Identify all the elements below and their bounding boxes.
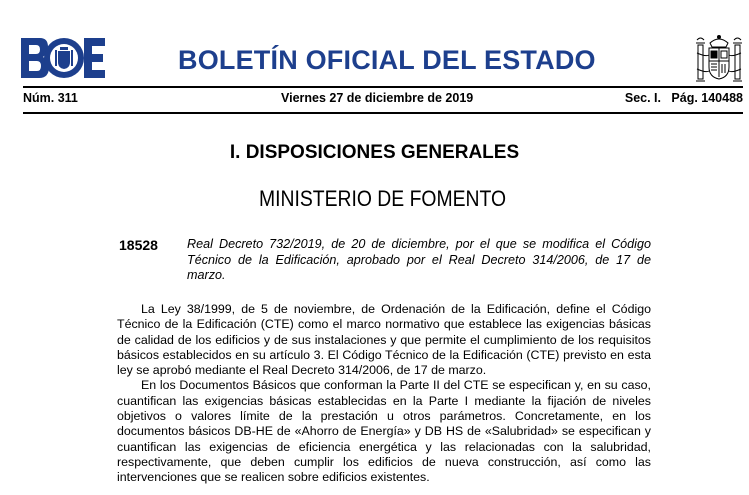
issue-meta bbox=[23, 91, 743, 109]
boe-logo bbox=[21, 38, 105, 78]
section-page: Sec. I. Pág. 140488 bbox=[624, 91, 743, 105]
disposition-title: Real Decreto 732/2019, de 20 de diciembre, por el que se modifica el Código Técnico de la Edificación, aprobado por el Real Decreto 314/2006, de 17 de marzo. bbox=[187, 237, 651, 282]
issue-number: Núm. 311 bbox=[23, 91, 78, 105]
issue-date: Viernes 27 de diciembre de 2019 bbox=[281, 91, 474, 105]
masthead-title: BOLETÍN OFICIAL DEL ESTADO bbox=[178, 45, 596, 75]
body-text bbox=[117, 302, 651, 486]
disposition-number: 18528 bbox=[119, 237, 158, 253]
ministry-title: MINISTERIO DE FOMENTO bbox=[258, 186, 507, 211]
header-rule-bottom bbox=[23, 112, 743, 114]
section-title: I. DISPOSICIONES GENERALES bbox=[229, 142, 520, 163]
paragraph: En los Documentos Básicos que conforman la Parte II del CTE se especifican y, en su caso, cuantifican las exigencias básicas establecidas en la Parte I mediante la fijación de niveles objetivos o valores límite de la prestación u otros parámetros. Concretamente, en los documentos básicos DB-HE de «Ahorro de Energía» y DB HS de «Salubridad» se especifican y cuantifican las exigencias de eficiencia energética y las relacionadas con la salubridad, respectivamente, que deben cumplir los edificios de nueva construcción, así como las intervenciones que se realicen sobre edificios existentes. bbox=[117, 378, 651, 485]
coat-of-arms-icon bbox=[694, 33, 744, 88]
header-rule-top bbox=[23, 86, 743, 88]
paragraph: La Ley 38/1999, de 5 de noviembre, de Ordenación de la Edificación, define el Código Técnico de la Edificación (CTE) como el marco normativo que establece las exigencias básicas de calidad de los edificios y de sus instalaciones y que permite el cumplimiento de los requisitos básicos establecidos en su artículo 3. El Código Técnico de la Edificación (CTE) previsto en esta ley se aprobó mediante el Real Decreto 314/2006, de 17 de marzo. bbox=[117, 302, 651, 378]
